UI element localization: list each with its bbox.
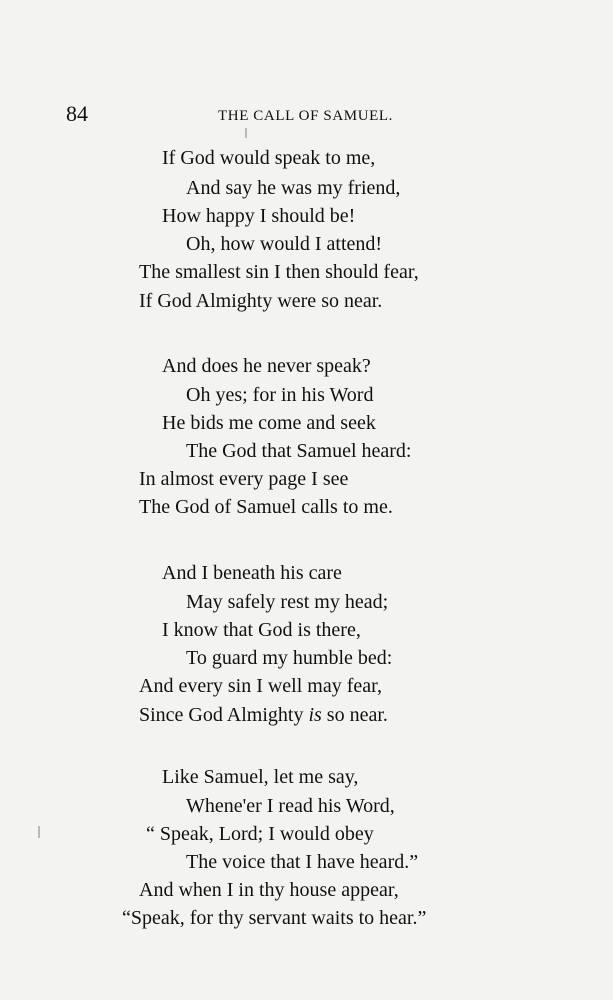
page-number: 84 <box>66 101 88 126</box>
stanza-1-line-6: If God Almighty were so near. <box>139 290 383 312</box>
stanza-4-line-5: And when I in thy house appear, <box>139 879 399 901</box>
stanza-1-line-3: How happy I should be! <box>162 205 356 227</box>
print-speck <box>38 826 40 838</box>
stanza-2-line-1: And does he never speak? <box>162 355 371 377</box>
stanza-3-line-1: And I beneath his care <box>162 562 342 584</box>
stanza-1-line-5: The smallest sin I then should fear, <box>139 261 419 283</box>
stanza-4-line-4: The voice that I have heard.” <box>186 851 419 873</box>
stanza-3-line-5: And every sin I well may fear, <box>139 675 382 697</box>
stanza-2-line-2: Oh yes; for in his Word <box>186 384 374 406</box>
stanza-3-line-2: May safely rest my head; <box>186 591 389 613</box>
running-head: THE CALL OF SAMUEL. <box>218 108 394 124</box>
stanza-3-line-6 <box>139 702 388 728</box>
stanza-2-line-4: The God that Samuel heard: <box>186 440 412 462</box>
stanza-2-line-6: The God of Samuel calls to me. <box>139 496 393 518</box>
stanza-3-line-6-italic: is <box>308 704 322 726</box>
stanza-3-line-3: I know that God is there, <box>162 619 361 641</box>
print-speck <box>245 128 247 138</box>
stanza-1-line-4: Oh, how would I attend! <box>186 233 383 255</box>
stanza-2-line-5: In almost every page I see <box>139 468 349 490</box>
stanza-4-line-3: “ Speak, Lord; I would obey <box>146 823 374 845</box>
stanza-2-line-3: He bids me come and seek <box>162 412 376 434</box>
stanza-1-line-1: If God would speak to me, <box>162 147 376 169</box>
stanza-4-line-1: Like Samuel, let me say, <box>162 766 359 788</box>
stanza-1-line-2: And say he was my friend, <box>186 177 401 199</box>
stanza-3-line-6-start: Since God Almighty <box>139 704 309 726</box>
stanza-4-line-2: Whene'er I read his Word, <box>186 795 395 817</box>
stanza-3-line-4: To guard my humble bed: <box>186 647 393 669</box>
stanza-3-line-6-end: so near. <box>321 704 388 726</box>
stanza-4-line-6: “Speak, for thy servant waits to hear.” <box>122 907 427 929</box>
